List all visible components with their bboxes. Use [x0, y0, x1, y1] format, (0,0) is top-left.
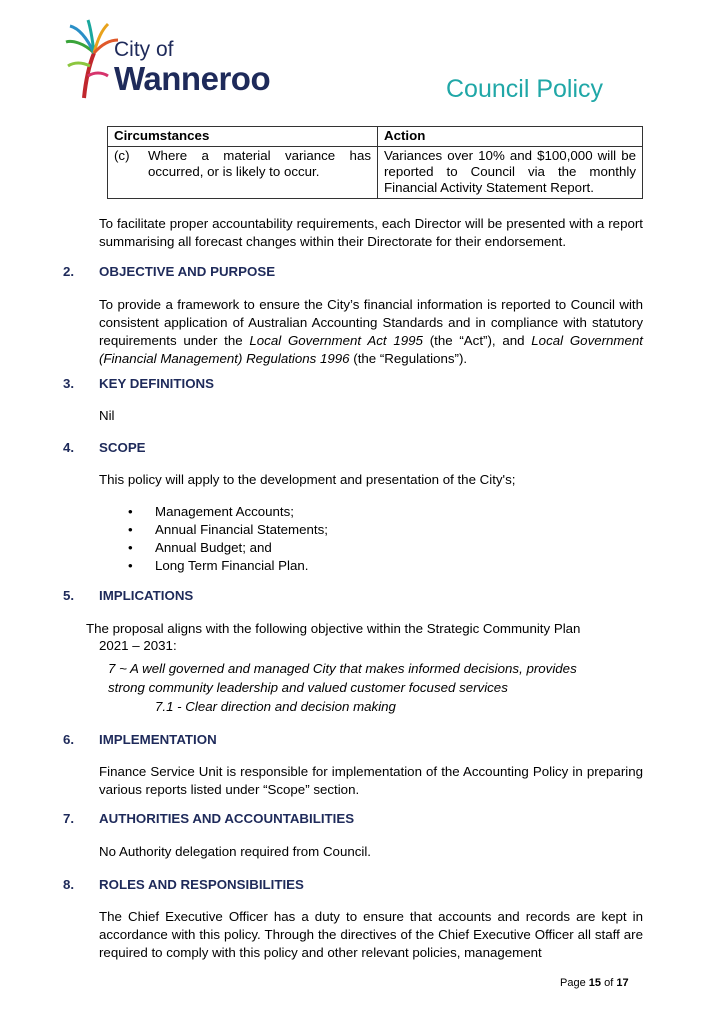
section-3-text: Nil [99, 408, 115, 423]
action-cell: Variances over 10% and $100,000 will be reported to Council via the monthly Financial Activity Statement Report. [378, 147, 643, 199]
objective-line-1: 7 ~ A well governed and managed City that makes informed decisions, provides [108, 661, 577, 676]
section-title: KEY DEFINITIONS [99, 376, 215, 391]
section-4-text: This policy will apply to the development and presentation of the City's; [99, 472, 516, 487]
row-label: (c) [114, 148, 130, 163]
objective-line-2: strong community leadership and valued customer focused services [108, 680, 508, 695]
list-item: • Annual Budget; and [128, 539, 328, 557]
section-7-heading [63, 811, 354, 826]
section-8-paragraph: The Chief Executive Officer has a duty to ensure that accounts and records are kept in accordance with this policy. Through the directives of the Chief Executive Officer all staff are required to comply with this policy and other relevant policies, management [99, 909, 643, 960]
section-number: 8. [63, 877, 75, 892]
logo-wanneroo-text: Wanneroo [114, 60, 271, 97]
list-item: • Long Term Financial Plan. [128, 557, 328, 575]
section-title: IMPLICATIONS [99, 588, 194, 603]
total-pages: 17 [616, 977, 629, 989]
list-item: • Management Accounts; [128, 503, 328, 521]
table-header-row [108, 127, 643, 147]
act-title: Local Government Act 1995 [249, 333, 423, 348]
circumstance-text: Where a material variance has occurred, or is likely to occur. [148, 148, 371, 179]
section-title: ROLES AND RESPONSIBILITIES [99, 877, 304, 892]
section-8-heading [63, 877, 304, 892]
section-5-line-1: The proposal aligns with the following objective within the Strategic Community Plan [86, 621, 581, 636]
text-run: (the “Regulations”). [349, 351, 468, 366]
section-title: AUTHORITIES AND ACCOUNTABILITIES [99, 811, 355, 826]
section-4-heading [63, 440, 146, 455]
logo-city-of-text: City of [114, 38, 174, 61]
section-number: 4. [63, 440, 75, 455]
page-number-footer [560, 977, 629, 989]
section-number: 3. [63, 376, 75, 391]
current-page: 15 [588, 977, 602, 989]
section-5-line-2: 2021 – 2031: [99, 638, 177, 653]
variance-table [107, 126, 643, 199]
header-action: Action [378, 127, 643, 147]
section-title: OBJECTIVE AND PURPOSE [99, 264, 276, 279]
section-6-paragraph: Finance Service Unit is responsible for implementation of the Accounting Policy in preparing various reports listed under “Scope” section. [99, 764, 643, 797]
section-number: 5. [63, 588, 75, 603]
table-row [108, 147, 643, 199]
section-title: SCOPE [99, 440, 146, 455]
page-label: Page [560, 977, 586, 989]
header-circumstances: Circumstances [108, 127, 378, 147]
document-type-title: Council Policy [446, 75, 604, 103]
scope-list [128, 503, 328, 575]
city-of-wanneroo-logo [64, 18, 304, 102]
intro-paragraph: To facilitate proper accountability requirements, each Director will be presented with a report summarising all forecast changes within their Directorate for their endorsement. [99, 216, 643, 249]
section-3-heading [63, 376, 214, 391]
section-2-paragraph [99, 296, 643, 368]
section-2-heading [63, 264, 275, 279]
text-run: To provide a framework to ensure the City’s financial information is reported to Council with consistent application of Australian Accounting Standards and in compliance with statutory requirements under the [99, 297, 643, 348]
text-run: (the “Act”), and [422, 333, 532, 348]
section-5-heading [63, 588, 193, 603]
banksia-flower-icon [64, 18, 120, 102]
circumstance-cell [108, 147, 378, 199]
section-title: IMPLEMENTATION [99, 732, 217, 747]
section-6-heading [63, 732, 217, 747]
section-number: 7. [63, 811, 75, 826]
section-7-text: No Authority delegation required from Council. [99, 844, 371, 859]
page-of-label: of [604, 977, 614, 989]
section-number: 2. [63, 264, 75, 279]
objective-line-3: 7.1 - Clear direction and decision making [155, 699, 396, 714]
section-number: 6. [63, 732, 75, 747]
list-item: • Annual Financial Statements; [128, 521, 328, 539]
regulations-title: Local Government (Financial Management) Regulations 1996 [99, 333, 643, 366]
